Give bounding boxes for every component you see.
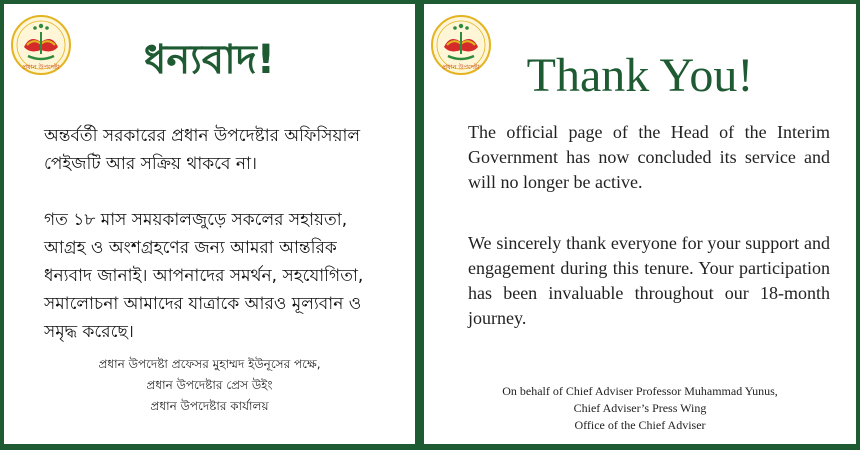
bangla-notice-panel [4,4,415,444]
notice-paragraph-1: অন্তর্বর্তী সরকারের প্রধান উপদেষ্টার অফিসিয়াল পেইজটি আর সক্রিয় থাকবে না। [44,126,361,174]
signature-line-1: On behalf of Chief Adviser Professor Muhammad Yunus, [502,384,778,398]
notice-paragraph-2: গত ১৮ মাস সময়কালজুড়ে সকলের সহায়তা, আগ্রহ ও অংশগ্রহণের জন্য আমরা আন্তরিক ধন্যবাদ জানাই। আপনাদের সমর্থন, সহযোগিতা, সমালোচনা আমাদের যাত্রাকে আরও মূল্যবান ও সমৃদ্ধ করেছে। [44,210,364,342]
signature-block [424,383,856,434]
page-title: ধন্যবাদ! [143,37,275,83]
signature-line-3: প্রধান উপদেষ্টার কার্যালয় [150,399,269,413]
signature-line-3: Office of the Chief Adviser [574,418,706,432]
english-notice-panel [424,4,856,444]
page-title: Thank You! [526,49,754,102]
emblem-caption: প্রধান উপদেষ্টা [22,63,60,71]
notice-paragraph-1: The official page of the Head of the Interim Government has now concluded its service and will no longer be active. [468,122,830,192]
signature-block [4,354,415,417]
signature-line-1: প্রধান উপদেষ্টা প্রফেসর মুহাম্মদ ইউনূসের পক্ষে, [98,357,321,371]
signature-line-2: প্রধান উপদেষ্টার প্রেস উইং [146,378,273,392]
signature-line-2: Chief Adviser’s Press Wing [573,401,707,415]
notice-paragraph-2: We sincerely thank everyone for your support and engagement during this tenure. Your participation has been invaluable throughout our 18-month journey. [468,233,830,328]
emblem-caption: প্রধান উপদেষ্টা [442,63,480,71]
